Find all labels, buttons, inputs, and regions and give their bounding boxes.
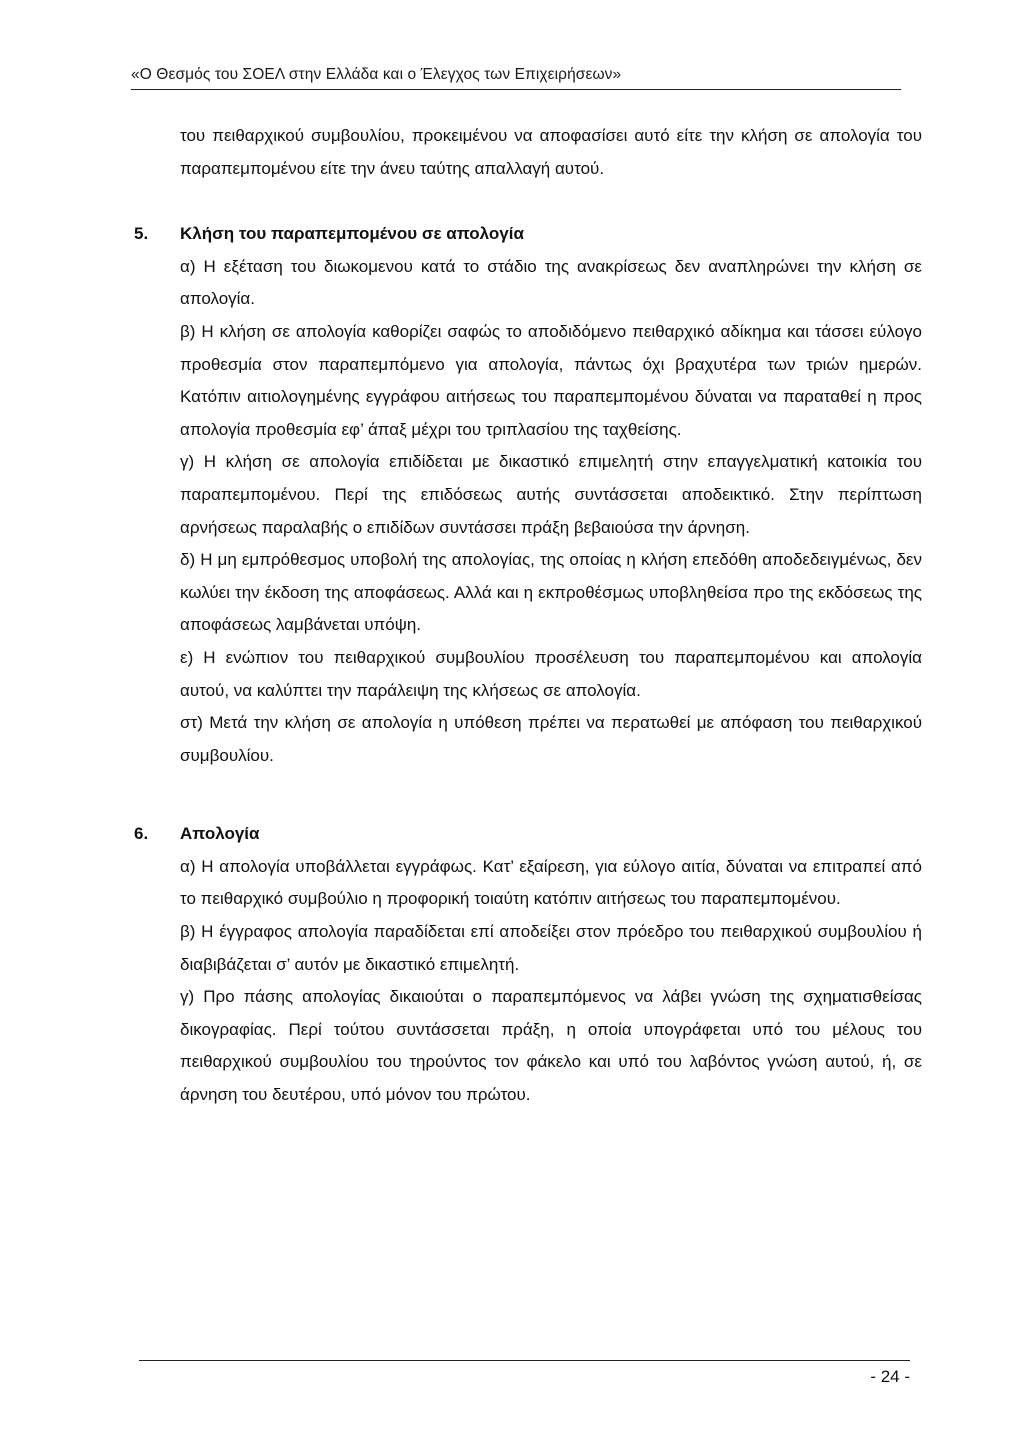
- running-header: «Ο Θεσμός του ΣΟΕΛ στην Ελλάδα και ο Έλεγχος των Επιχειρήσεων»: [131, 66, 901, 90]
- paragraph-5c: γ) Η κλήση σε απολογία επιδίδεται με δικαστικό επιμελητή στην επαγγελματική κατοικία του παραπεμπομένου. Περί της επιδόσεως αυτής συντάσσεται αποδεικτικό. Στην περίπτωση αρνήσεως παραλαβής ο επιδίδων συντάσσει πράξη βεβαιούσα την άρνηση.: [180, 452, 922, 537]
- section-6: [134, 818, 922, 1111]
- section-5: [134, 218, 922, 772]
- section-title: Κλήση του παραπεμπομένου σε απολογία: [180, 224, 524, 244]
- paragraph-5st: στ) Μετά την κλήση σε απολογία η υπόθεση πρέπει να περατωθεί με απόφαση του πειθαρχικού συμβουλίου.: [180, 713, 922, 765]
- paragraph-5b: β) Η κλήση σε απολογία καθορίζει σαφώς το αποδιδόμενο πειθαρχικό αδίκημα και τάσσει εύλογο προθεσμία στον παραπεμπόμενο για απολογία, πάντως όχι βραχυτέρα των τριών ημερών. Κατόπιν αιτιολογημένης εγγράφου αιτήσεως του παραπεμπομένου δύναται να παραταθεί η προς απολογία προθεσμία εφ’ άπαξ μέχρι του τριπλασίου της ταχθείσης.: [180, 321, 922, 439]
- page-number: - 24 -: [870, 1367, 910, 1386]
- body-text: [134, 120, 922, 1112]
- paragraph-6b: β) Η έγγραφος απολογία παραδίδεται επί αποδείξει στον πρόεδρο του πειθαρχικού συμβουλίου ή διαβιβάζεται σ’ αυτόν με δικαστικό επιμελητή.: [180, 922, 922, 974]
- section-heading: [134, 218, 922, 251]
- section-spacer: [180, 772, 922, 818]
- paragraph-5a: α) Η εξέταση του διωκομενου κατά το στάδιο της ανακρίσεως δεν αναπληρώνει την κλήση σε απολογία.: [180, 256, 922, 309]
- section-title: Απολογία: [180, 824, 260, 844]
- section-heading: [134, 818, 922, 851]
- paragraph-5d: δ) Η μη εμπρόθεσμος υποβολή της απολογίας, της οποίας η κλήση επεδόθη αποδεδειγμένως, δεν κωλύει την έκδοση της αποφάσεως. Αλλά και η εκπροθέσμως υποβληθείσα προ της εκδόσεως της αποφάσεως λαμβάνεται υπόψη.: [180, 550, 922, 635]
- footer: [139, 1360, 910, 1386]
- paragraph-5e: ε) Η ενώπιον του πειθαρχικού συμβουλίου προσέλευση του παραπεμπομένου και απολογία αυτού, να καλύπτει την παράλειψη της κλήσεως σε απολογία.: [180, 647, 922, 700]
- intro-paragraph: του πειθαρχικού συμβουλίου, προκειμένου να αποφασίσει αυτό είτε την κλήση σε απολογία του παραπεμπομένου είτε την άνευ ταύτης απαλλαγή αυτού.: [180, 126, 922, 178]
- paragraph-6c: γ) Προ πάσης απολογίας δικαιούται ο παραπεμπόμενος να λάβει γνώση της σχηματισθείσας δικογραφίας. Περί τούτου συντάσσεται πράξη, η οποία υπογράφεται υπό του μέλους του πειθαρχικού συμβουλίου του τηρούντος τον φάκελο και υπό του λαβόντος γνώση αυτού, ή, σε άρνηση του δευτέρου, υπό μόνον του πρώτου.: [180, 987, 922, 1105]
- section-number: 5.: [134, 224, 149, 244]
- section-number: 6.: [134, 824, 149, 844]
- paragraph-6a: α) Η απολογία υποβάλλεται εγγράφως. Κατ’ εξαίρεση, για εύλογο αιτία, δύναται να επιτραπεί από το πειθαρχικό συμβούλιο η προφορική τοιαύτη κατόπιν αιτήσεως του παραπεμπομένου.: [180, 856, 922, 909]
